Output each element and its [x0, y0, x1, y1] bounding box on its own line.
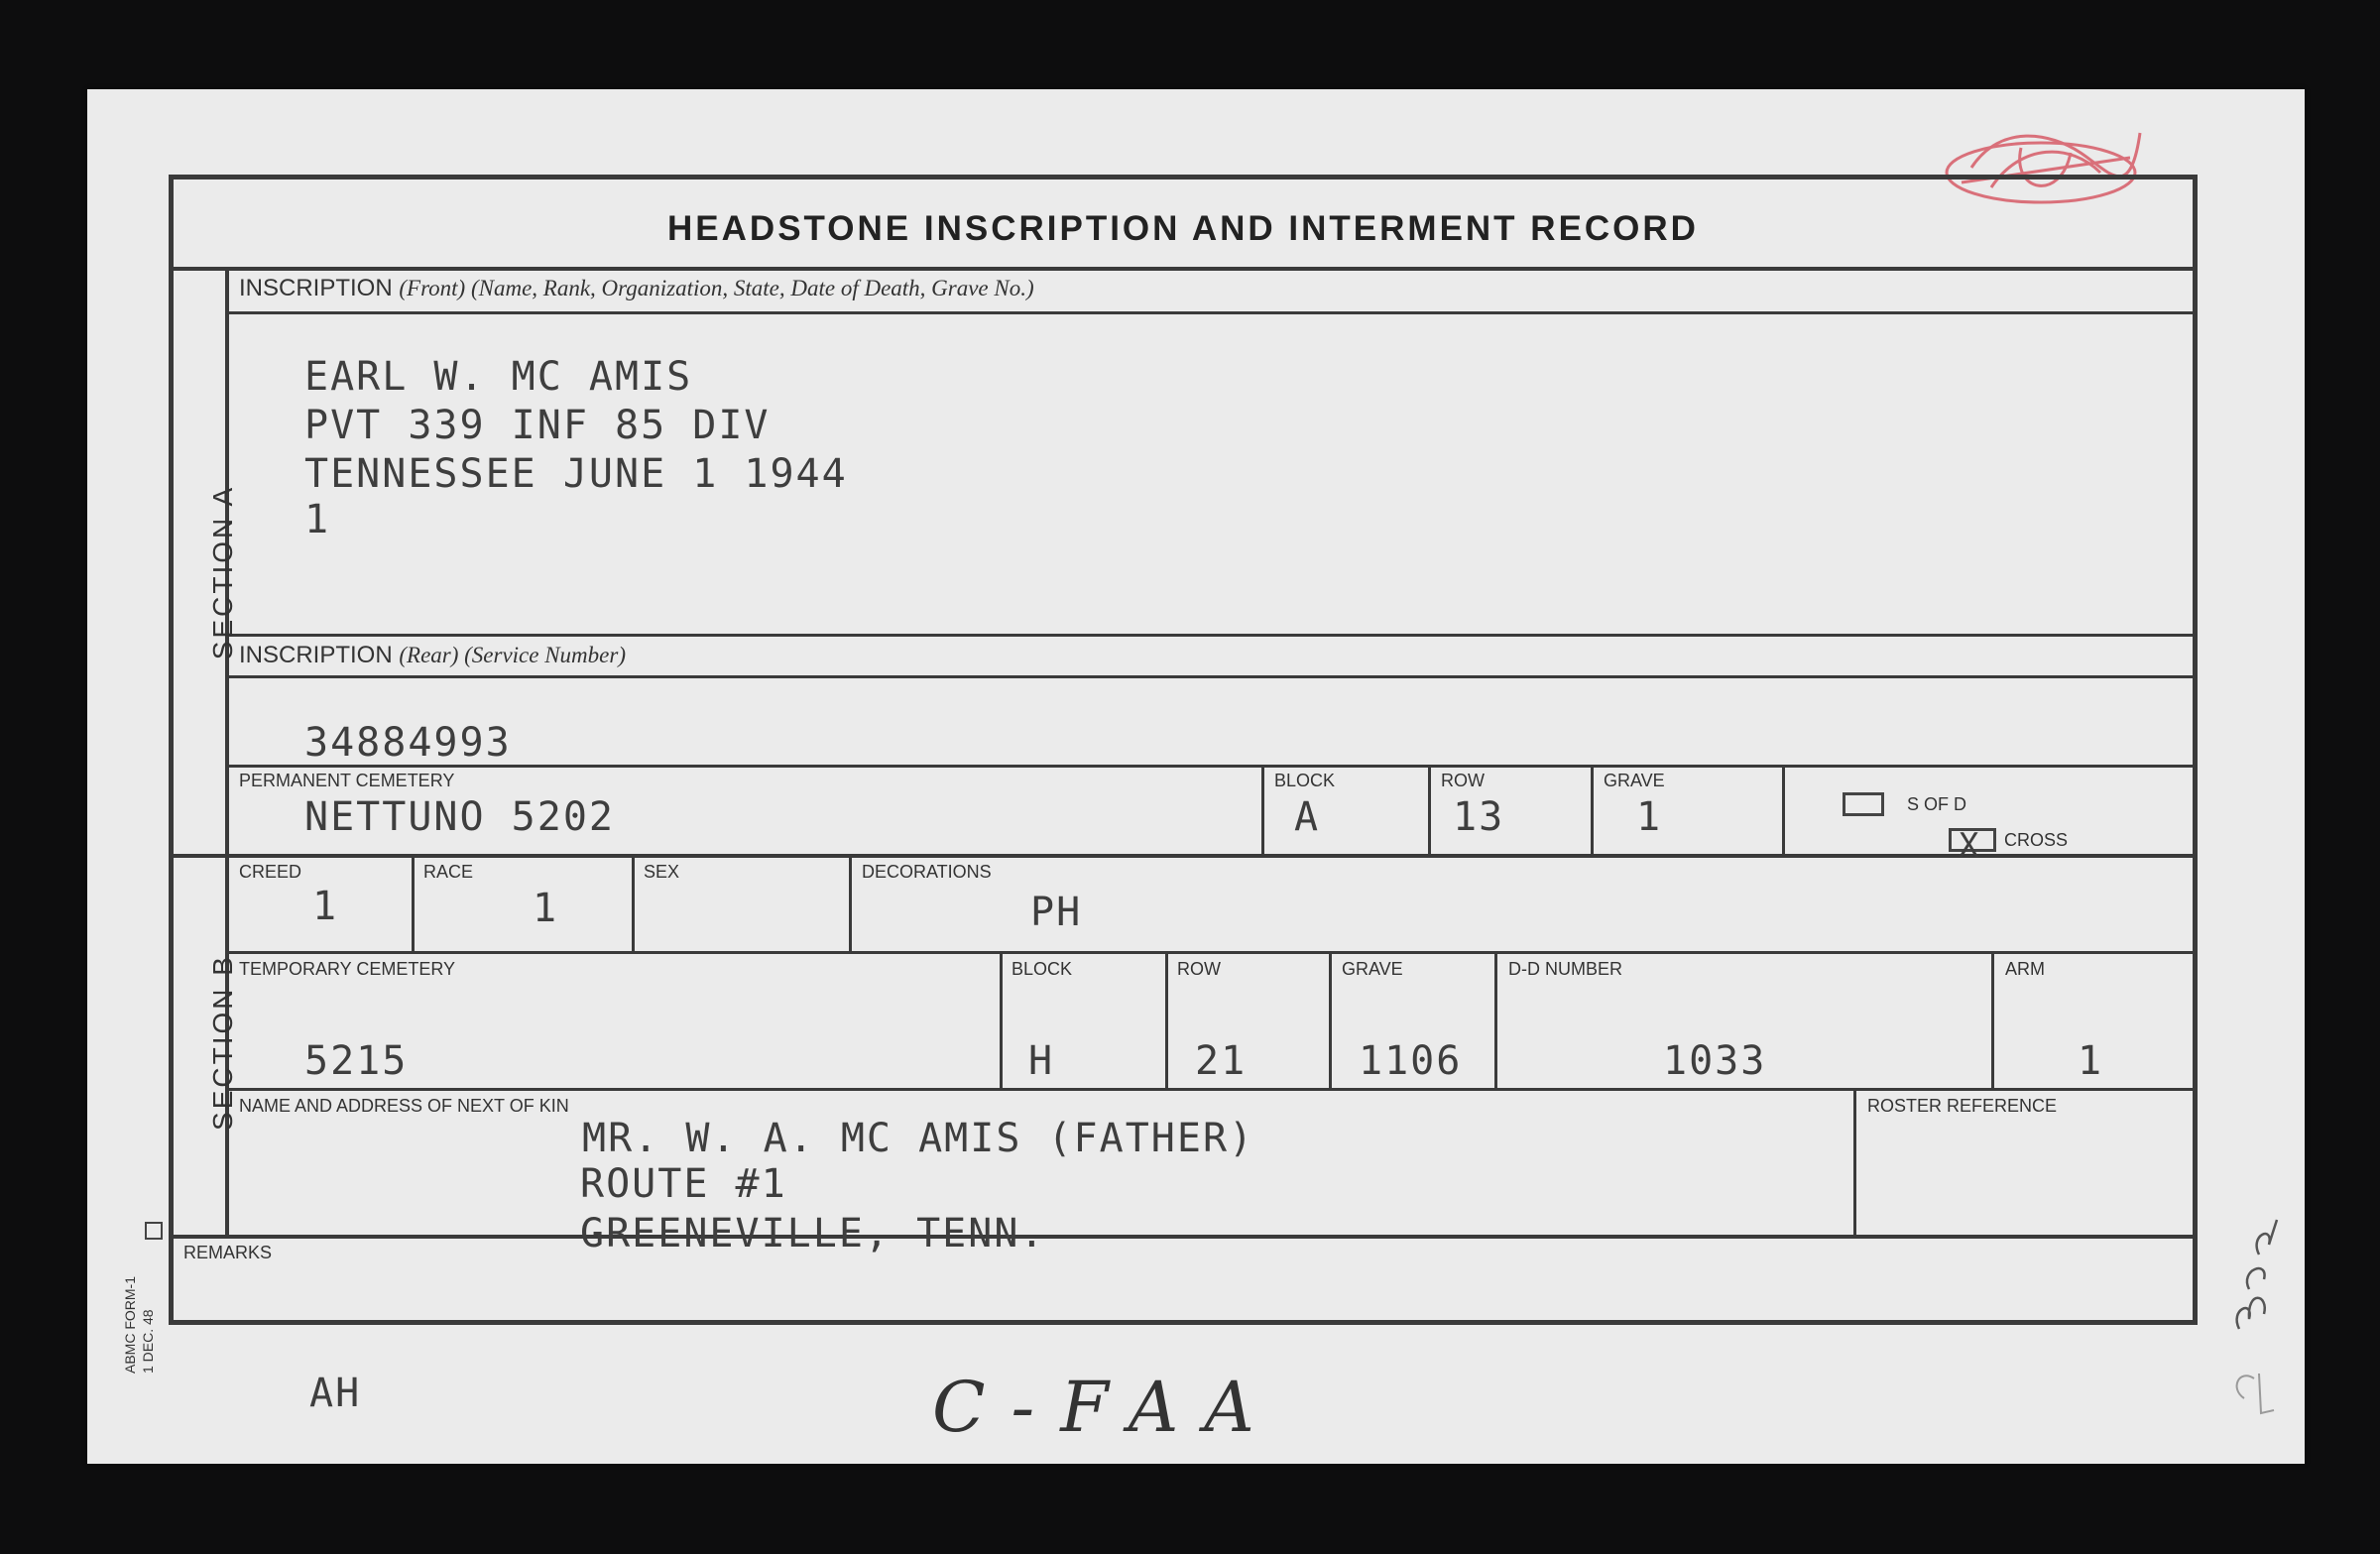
race-label: RACE [423, 862, 474, 882]
race-value: 1 [533, 886, 559, 931]
temporary-row-label: ROW [1177, 959, 1221, 979]
permanent-block-label: BLOCK [1274, 771, 1336, 790]
permanent-cemetery-value: NETTUNO 5202 [304, 794, 615, 840]
arm-label: ARM [2005, 959, 2045, 979]
dd-number-label: D-D NUMBER [1508, 959, 1622, 979]
inscription-line-4: 1 [304, 497, 331, 542]
kin-line-3: GREENEVILLE, TENN. [580, 1211, 1046, 1256]
temporary-grave-value: 1106 [1359, 1038, 1463, 1084]
decorations-label: DECORATIONS [862, 862, 992, 882]
temporary-block-label: BLOCK [1012, 959, 1073, 979]
form-number-box [145, 1222, 163, 1240]
arm-value: 1 [2078, 1038, 2104, 1084]
remarks-handwritten: C-FAA [932, 1367, 1280, 1448]
section-a-label: SECTION A [207, 484, 238, 660]
cross-mark: X [1959, 826, 1981, 866]
temporary-cemetery-value: 5215 [304, 1038, 409, 1084]
section-b-label: SECTION B [207, 954, 238, 1131]
service-number: 34884993 [304, 720, 512, 766]
temporary-block-value: H [1028, 1038, 1055, 1084]
record-card [87, 89, 2305, 1464]
permanent-grave-value: 1 [1636, 794, 1663, 840]
permanent-row-value: 13 [1453, 794, 1505, 840]
inscription-rear-label: INSCRIPTION (Rear) (Service Number) [239, 642, 626, 668]
margin-scribble [2219, 1200, 2289, 1428]
dd-number-value: 1033 [1663, 1038, 1767, 1084]
permanent-row-label: ROW [1441, 771, 1485, 790]
form-number: ABMC FORM-1 1 DEC. 48 [122, 1276, 156, 1374]
decorations-value: PH [1030, 890, 1083, 935]
kin-line-2: ROUTE #1 [580, 1161, 787, 1207]
creed-value: 1 [312, 884, 339, 929]
cross-label: CROSS [2004, 830, 2069, 850]
inscription-front-label: INSCRIPTION (Front) (Name, Rank, Organization, State, Date of Death, Grave No.) [239, 275, 1034, 301]
next-of-kin-label: NAME AND ADDRESS OF NEXT OF KIN [239, 1096, 569, 1116]
temporary-row-value: 21 [1195, 1038, 1248, 1084]
permanent-cemetery-label: PERMANENT CEMETERY [239, 771, 455, 790]
kin-line-1: MR. W. A. MC AMIS (FATHER) [582, 1116, 1255, 1161]
inscription-line-3: TENNESSEE JUNE 1 1944 [304, 451, 848, 497]
permanent-grave-label: GRAVE [1604, 771, 1665, 790]
roster-reference-label: ROSTER REFERENCE [1867, 1096, 2058, 1116]
form-title: HEADSTONE INSCRIPTION AND INTERMENT RECORD [667, 209, 1699, 248]
remarks-label: REMARKS [183, 1243, 273, 1262]
form-frame [169, 175, 2198, 1325]
sex-label: SEX [644, 862, 680, 882]
inscription-line-1: EARL W. MC AMIS [304, 354, 693, 400]
temporary-grave-label: GRAVE [1342, 959, 1403, 979]
permanent-block-value: A [1294, 794, 1321, 840]
remarks-typed: AH [309, 1371, 362, 1416]
creed-label: CREED [239, 862, 302, 882]
inscription-line-2: PVT 339 INF 85 DIV [304, 403, 771, 448]
temporary-cemetery-label: TEMPORARY CEMETERY [239, 959, 456, 979]
sofd-checkbox[interactable] [1843, 792, 1884, 816]
sofd-label: S OF D [1907, 794, 1967, 814]
